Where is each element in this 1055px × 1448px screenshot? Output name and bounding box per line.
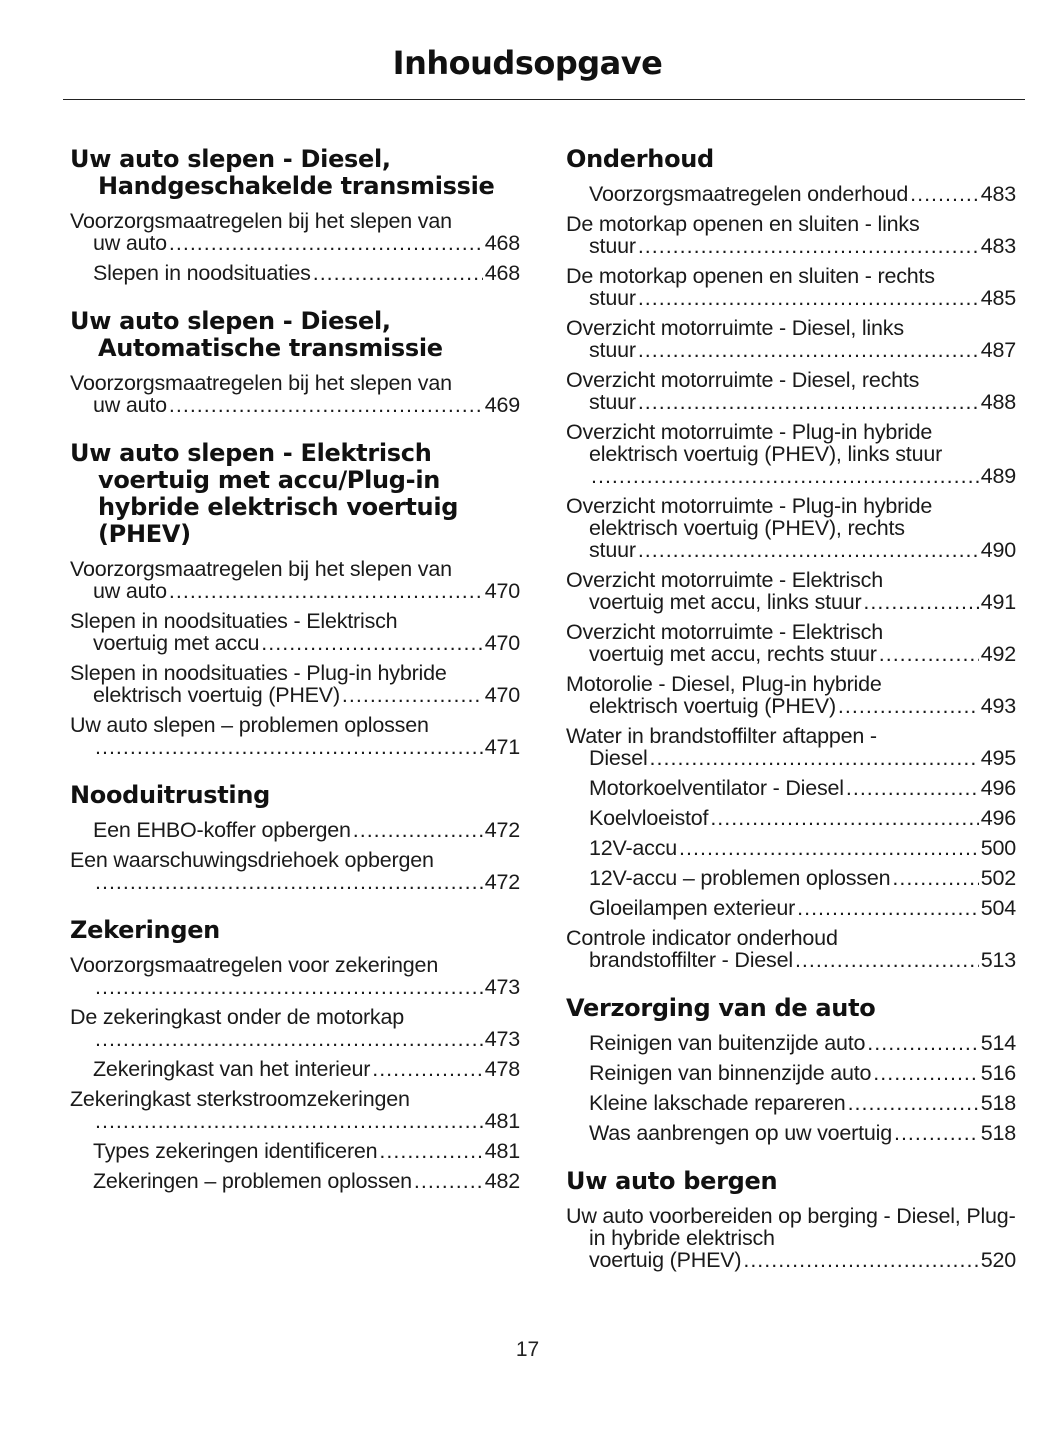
entry-last-line [93, 736, 520, 758]
dot-leader [910, 183, 979, 205]
entry-page-number: 487 [980, 338, 1016, 362]
dot-leader [169, 580, 483, 602]
toc-section [566, 995, 1016, 1144]
entry-last-line [589, 1062, 1016, 1084]
entry-page-number: 492 [980, 642, 1016, 666]
entry-page-number: 495 [980, 746, 1016, 770]
toc-entry[interactable] [566, 1062, 1016, 1084]
entry-title-continuation: Koelvloeistof [589, 806, 709, 830]
entry-title-continuation: uw auto [93, 393, 167, 417]
entry-last-line [93, 262, 520, 284]
entry-page-number: 473 [484, 975, 520, 999]
dot-leader [372, 1058, 482, 1080]
dot-leader [638, 539, 979, 561]
dot-leader [379, 1140, 482, 1162]
toc-entry[interactable] [566, 369, 1016, 413]
dot-leader [679, 837, 979, 859]
dot-leader [710, 807, 978, 829]
toc-entry[interactable] [566, 213, 1016, 257]
toc-entry[interactable] [566, 495, 1016, 561]
entry-last-line [93, 871, 520, 893]
section-title: Uw auto bergen [566, 1167, 778, 1195]
entry-title-continuation: voertuig met accu, links stuur [589, 590, 862, 614]
entry-page-number: 468 [484, 261, 520, 285]
toc-entry[interactable] [566, 777, 1016, 799]
dot-leader [873, 1062, 978, 1084]
entry-last-line [589, 391, 1016, 413]
page-number: 17 [515, 1338, 540, 1361]
dot-leader [867, 1032, 978, 1054]
entry-title: Uw auto slepen – problemen oplossen [70, 713, 429, 737]
toc-section [70, 308, 520, 416]
toc-right-column [566, 146, 1016, 1295]
entry-page-number: 469 [484, 393, 520, 417]
toc-entry[interactable] [70, 1170, 520, 1192]
entry-title-continuation: Reinigen van buitenzijde auto [589, 1031, 866, 1055]
entry-title-continuation: Zekeringkast van het interieur [93, 1057, 371, 1081]
entry-title-continuation: 12V-accu – problemen oplossen [589, 866, 891, 890]
entry-last-line [589, 287, 1016, 309]
entry-title-continuation: Types zekeringen identificeren [93, 1139, 378, 1163]
entry-page-number: 481 [484, 1139, 520, 1163]
dot-leader [353, 819, 483, 841]
entry-page-number: 468 [484, 231, 520, 255]
dot-leader [95, 871, 483, 893]
entry-last-line [93, 232, 520, 254]
entry-title: De motorkap openen en sluiten - links [566, 212, 920, 236]
entry-last-line [589, 837, 1016, 859]
entry-title: Motorolie - Diesel, Plug-in hybride [566, 672, 882, 696]
entry-title-continuation: Motorkoelventilator - Diesel [589, 776, 844, 800]
toc-entry[interactable] [70, 819, 520, 841]
entry-page-number: 483 [980, 234, 1016, 258]
entry-title: Overzicht motorruimte - Elektrisch [566, 568, 883, 592]
toc-entry[interactable] [70, 210, 520, 254]
toc-entry[interactable] [566, 807, 1016, 829]
entry-title-continuation: 12V-accu [589, 836, 678, 860]
entry-page-number: 518 [980, 1091, 1016, 1115]
entry-title: Overzicht motorruimte - Plug-in hybride elektrisch voertuig (PHEV), rechts [566, 494, 933, 540]
dot-leader [638, 235, 979, 257]
dot-leader [169, 394, 483, 416]
entry-title-continuation: voertuig met accu, rechts stuur [589, 642, 877, 666]
entry-last-line [93, 684, 520, 706]
toc-entry[interactable] [566, 1205, 1016, 1271]
toc-entry[interactable] [566, 1092, 1016, 1114]
entry-last-line [589, 867, 1016, 889]
section-title: Zekeringen [70, 916, 220, 944]
page-title: Inhoudsopgave [392, 44, 663, 82]
toc-entry[interactable] [566, 317, 1016, 361]
toc-entry[interactable] [566, 1122, 1016, 1144]
entry-page-number: 473 [484, 1027, 520, 1051]
dot-leader [892, 867, 978, 889]
header-divider [63, 99, 1025, 100]
entry-page-number: 518 [980, 1121, 1016, 1145]
toc-section [566, 1168, 1016, 1271]
dot-leader [414, 1170, 483, 1192]
entry-title: Water in brandstoffilter aftappen - [566, 724, 877, 748]
dot-leader [743, 1249, 978, 1271]
section-title: Nooduitrusting [70, 781, 270, 809]
toc-entry[interactable] [566, 867, 1016, 889]
entry-page-number: 504 [980, 896, 1016, 920]
entry-title: Voorzorgsmaatregelen bij het slepen van [70, 557, 452, 581]
entry-title-continuation: uw auto [93, 579, 167, 603]
entry-last-line [589, 235, 1016, 257]
entry-title: Uw auto voorbereiden op berging - Diesel, Plug-in hybride elektrisch [566, 1204, 1016, 1250]
dot-leader [846, 777, 979, 799]
toc-entry[interactable] [566, 725, 1016, 769]
entry-last-line [93, 580, 520, 602]
entry-title-continuation: Reinigen van binnenzijde auto [589, 1061, 872, 1085]
entry-title-continuation: Kleine lakschade repareren [589, 1091, 846, 1115]
toc-entry[interactable] [566, 673, 1016, 717]
toc-entry[interactable] [70, 1006, 520, 1050]
toc-entry[interactable] [70, 954, 520, 998]
entry-title-continuation: elektrisch voertuig (PHEV) [93, 683, 340, 707]
dot-leader [95, 976, 483, 998]
entry-page-number: 502 [980, 866, 1016, 890]
entry-title: Overzicht motorruimte - Diesel, links [566, 316, 904, 340]
entry-last-line [589, 643, 1016, 665]
entry-title: Voorzorgsmaatregelen voor zekeringen [70, 953, 439, 977]
entry-last-line [589, 1249, 1016, 1271]
toc-entry[interactable] [70, 610, 520, 654]
entry-title-continuation: Zekeringen – problemen oplossen [93, 1169, 412, 1193]
entry-page-number: 488 [980, 390, 1016, 414]
entry-last-line [93, 1028, 520, 1050]
entry-last-line [589, 1122, 1016, 1144]
entry-last-line [589, 1092, 1016, 1114]
entry-title: Overzicht motorruimte - Plug-in hybride elektrisch voertuig (PHEV), links stuur [566, 420, 943, 466]
dot-leader [879, 643, 979, 665]
entry-title-continuation: Slepen in noodsituaties [93, 261, 311, 285]
dot-leader [95, 736, 483, 758]
entry-last-line [93, 394, 520, 416]
toc-entry[interactable] [70, 558, 520, 602]
toc-entry[interactable] [566, 837, 1016, 859]
toc-entry[interactable] [566, 421, 1016, 487]
toc-entry[interactable] [70, 849, 520, 893]
entry-title-continuation: elektrisch voertuig (PHEV) [589, 694, 836, 718]
entry-page-number: 472 [484, 818, 520, 842]
dot-leader [342, 684, 483, 706]
entry-title: De motorkap openen en sluiten - rechts [566, 264, 935, 288]
toc-entry[interactable] [566, 621, 1016, 665]
toc-entry[interactable] [566, 569, 1016, 613]
section-title: Uw auto slepen - Diesel, Automatische transmissie [70, 307, 443, 362]
entry-page-number: 500 [980, 836, 1016, 860]
entry-title: Voorzorgsmaatregelen bij het slepen van [70, 209, 452, 233]
toc-entry[interactable] [70, 714, 520, 758]
toc-section [566, 146, 1016, 971]
section-title: Uw auto slepen - Diesel, Handgeschakelde transmissie [70, 145, 495, 200]
entry-page-number: 513 [980, 948, 1016, 972]
entry-last-line [589, 807, 1016, 829]
entry-title-continuation: Gloeilampen exterieur [589, 896, 796, 920]
entry-title: Slepen in noodsituaties - Elektrisch [70, 609, 398, 633]
dot-leader [638, 391, 979, 413]
entry-title: Een waarschuwingsdriehoek opbergen [70, 848, 434, 872]
dot-leader [848, 1092, 979, 1114]
entry-last-line [589, 949, 1016, 971]
entry-page-number: 490 [980, 538, 1016, 562]
entry-page-number: 516 [980, 1061, 1016, 1085]
dot-leader [838, 695, 979, 717]
entry-title-continuation: brandstoffilter - Diesel [589, 948, 793, 972]
entry-title: Voorzorgsmaatregelen bij het slepen van [70, 371, 452, 395]
section-title: Uw auto slepen - Elektrisch voertuig met accu/Plug-in hybride elektrisch voertuig (PHEV) [70, 439, 459, 548]
dot-leader [313, 262, 483, 284]
entry-title-continuation: Een EHBO-koffer opbergen [93, 818, 351, 842]
entry-last-line [93, 1058, 520, 1080]
dot-leader [638, 287, 979, 309]
dot-leader [795, 949, 979, 971]
entry-page-number: 520 [980, 1248, 1016, 1272]
entry-page-number: 482 [484, 1169, 520, 1193]
toc-entry[interactable] [566, 265, 1016, 309]
dot-leader [591, 465, 979, 487]
entry-last-line [93, 976, 520, 998]
entry-page-number: 472 [484, 870, 520, 894]
entry-last-line [589, 465, 1016, 487]
entry-title-continuation: voertuig (PHEV) [589, 1248, 742, 1272]
entry-title-continuation: Diesel [589, 746, 648, 770]
entry-page-number: 470 [484, 683, 520, 707]
toc-entry[interactable] [70, 1088, 520, 1132]
entry-last-line [589, 695, 1016, 717]
entry-page-number: 470 [484, 631, 520, 655]
toc-entry[interactable] [566, 183, 1016, 205]
entry-last-line [589, 747, 1016, 769]
entry-last-line [589, 897, 1016, 919]
entry-title-continuation: stuur [589, 286, 636, 310]
entry-page-number: 496 [980, 806, 1016, 830]
toc-section [70, 440, 520, 758]
entry-last-line [93, 1110, 520, 1132]
entry-title-continuation: Voorzorgsmaatregelen onderhoud [589, 182, 909, 206]
entry-title: Overzicht motorruimte - Diesel, rechts [566, 368, 920, 392]
entry-page-number: 470 [484, 579, 520, 603]
entry-page-number: 493 [980, 694, 1016, 718]
entry-last-line [93, 1170, 520, 1192]
entry-last-line [93, 632, 520, 654]
entry-page-number: 514 [980, 1031, 1016, 1055]
entry-page-number: 485 [980, 286, 1016, 310]
entry-page-number: 471 [484, 735, 520, 759]
toc-entry[interactable] [70, 1140, 520, 1162]
toc-entry[interactable] [70, 262, 520, 284]
entry-title: Slepen in noodsituaties - Plug-in hybride [70, 661, 447, 685]
entry-title-continuation: stuur [589, 338, 636, 362]
toc-section [70, 146, 520, 284]
dot-leader [863, 591, 978, 613]
entry-last-line [589, 591, 1016, 613]
section-title: Verzorging van de auto [566, 994, 876, 1022]
entry-last-line [93, 1140, 520, 1162]
toc-entry[interactable] [566, 897, 1016, 919]
entry-page-number: 496 [980, 776, 1016, 800]
entry-title-continuation: voertuig met accu [93, 631, 260, 655]
entry-title: Zekeringkast sterkstroomzekeringen [70, 1087, 410, 1111]
dot-leader [650, 747, 979, 769]
entry-last-line [589, 777, 1016, 799]
entry-title-continuation: stuur [589, 390, 636, 414]
dot-leader [894, 1122, 979, 1144]
entry-title: De zekeringkast onder de motorkap [70, 1005, 404, 1029]
entry-title-continuation: stuur [589, 234, 636, 258]
entry-title: Overzicht motorruimte - Elektrisch [566, 620, 883, 644]
entry-title-continuation: Was aanbrengen op uw voertuig [589, 1121, 892, 1145]
entry-page-number: 489 [980, 464, 1016, 488]
entry-title: Controle indicator onderhoud [566, 926, 838, 950]
dot-leader [95, 1110, 483, 1132]
entry-page-number: 491 [980, 590, 1016, 614]
toc-entry[interactable] [70, 1058, 520, 1080]
entry-last-line [589, 183, 1016, 205]
entry-title-continuation: stuur [589, 538, 636, 562]
entry-last-line [93, 819, 520, 841]
dot-leader [169, 232, 483, 254]
entry-title-continuation: uw auto [93, 231, 167, 255]
dot-leader [797, 897, 979, 919]
toc-section [70, 917, 520, 1192]
toc-entry[interactable] [70, 372, 520, 416]
entry-last-line [589, 1032, 1016, 1054]
toc-entry[interactable] [566, 927, 1016, 971]
entry-page-number: 481 [484, 1109, 520, 1133]
toc-left-column [70, 146, 520, 1216]
dot-leader [261, 632, 482, 654]
dot-leader [95, 1028, 483, 1050]
toc-entry[interactable] [70, 662, 520, 706]
section-title: Onderhoud [566, 145, 714, 173]
dot-leader [638, 339, 979, 361]
toc-section [70, 782, 520, 893]
entry-last-line [589, 339, 1016, 361]
entry-page-number: 483 [980, 182, 1016, 206]
entry-last-line [589, 539, 1016, 561]
toc-entry[interactable] [566, 1032, 1016, 1054]
entry-page-number: 478 [484, 1057, 520, 1081]
